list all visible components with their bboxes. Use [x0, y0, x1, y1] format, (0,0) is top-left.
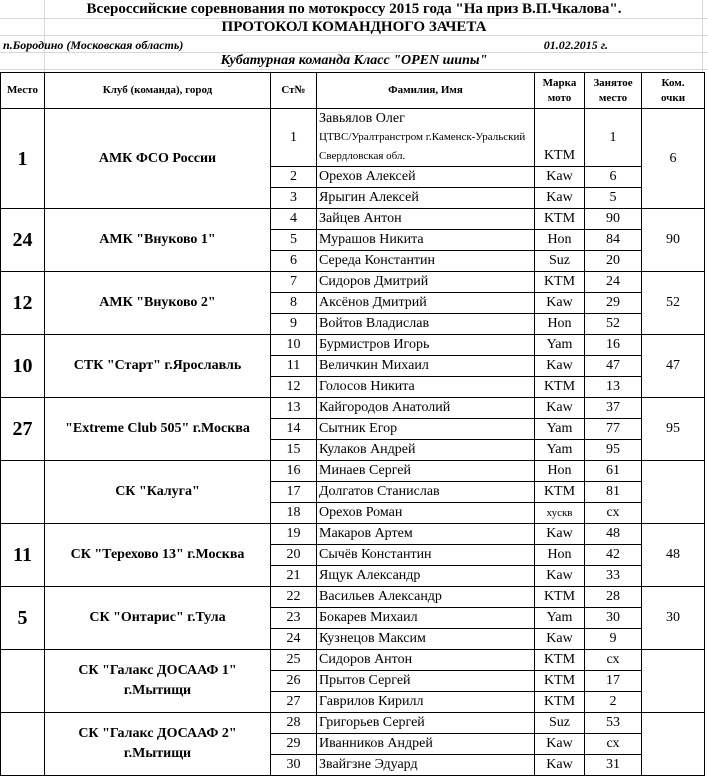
rider-brand: Kaw [535, 524, 585, 545]
rider-position: сх [585, 503, 642, 524]
rider-name-cell: Гаврилов Кирилл [317, 692, 535, 713]
table-row [1, 209, 705, 230]
team-place [1, 461, 45, 524]
rider-position: 81 [585, 482, 642, 503]
column-header-club: Клуб (команда), город [45, 73, 271, 109]
rider-position: 16 [585, 335, 642, 356]
rider-position: 2 [585, 692, 642, 713]
column-header-place: Место [1, 73, 45, 109]
rider-number: 7 [271, 272, 317, 293]
rider-name-cell: Голосов Никита [317, 377, 535, 398]
rider-position: 61 [585, 461, 642, 482]
rider-name-cell: Войтов Владислав [317, 314, 535, 335]
rider-name-cell: Орехов Алексей [317, 167, 535, 188]
rider-club-note: ЦТВС/Уралтранстром г.Каменск-Уральский Свердловская обл. [319, 131, 526, 162]
rider-brand: Suz [535, 713, 585, 734]
rider-position: 31 [585, 755, 642, 776]
rider-name-cell: Мурашов Никита [317, 230, 535, 251]
team-points [642, 713, 705, 776]
rider-number: 8 [271, 293, 317, 314]
rider-number: 30 [271, 755, 317, 776]
rider-number: 13 [271, 398, 317, 419]
team-points [642, 461, 705, 524]
rider-brand: Yam [535, 419, 585, 440]
table-row [1, 398, 705, 419]
team-club: СК "Галакс ДОСААФ 1" г.Мытищи [45, 650, 271, 713]
rider-brand: Kaw [535, 734, 585, 755]
rider-brand: KTM [535, 209, 585, 230]
rider-position: 29 [585, 293, 642, 314]
rider-number: 26 [271, 671, 317, 692]
rider-position: 48 [585, 524, 642, 545]
rider-name-cell: Прытов Сергей [317, 671, 535, 692]
team-place: 11 [1, 524, 45, 587]
rider-number: 19 [271, 524, 317, 545]
table-row [1, 272, 705, 293]
rider-brand: KTM [535, 272, 585, 293]
rider-number: 2 [271, 167, 317, 188]
team-results-table [0, 72, 705, 776]
rider-position: 84 [585, 230, 642, 251]
rider-position: 6 [585, 167, 642, 188]
team-club: СК "Терехово 13" г.Москва [45, 524, 271, 587]
rider-number: 28 [271, 713, 317, 734]
column-header-points-line2: очки [660, 91, 686, 104]
team-points: 6 [642, 109, 705, 209]
class-subtitle: Кубатурная команда Класс "OPEN шипы" [220, 53, 488, 68]
rider-name-cell: Ярыгин Алексей [317, 188, 535, 209]
rider-brand: KTM [535, 482, 585, 503]
rider-name: Завьялов Олег [319, 111, 405, 126]
rider-name-cell: Долгатов Станислав [317, 482, 535, 503]
table-row [1, 335, 705, 356]
rider-number: 11 [271, 356, 317, 377]
rider-brand: Yam [535, 608, 585, 629]
table-row [1, 461, 705, 482]
table-header-row [1, 73, 705, 109]
column-header-points [642, 73, 705, 109]
rider-number: 24 [271, 629, 317, 650]
column-header-brand-line2: мото [547, 91, 572, 104]
rider-brand: Hon [535, 314, 585, 335]
table-row [1, 587, 705, 608]
table-row [1, 524, 705, 545]
rider-position: 52 [585, 314, 642, 335]
rider-position: 53 [585, 713, 642, 734]
table-row [1, 109, 705, 167]
column-header-position-line2: место [598, 91, 628, 104]
rider-position: 95 [585, 440, 642, 461]
rider-name-cell: Кулаков Андрей [317, 440, 535, 461]
rider-brand: Yam [535, 335, 585, 356]
rider-name-cell: Бокарев Михаил [317, 608, 535, 629]
rider-number: 15 [271, 440, 317, 461]
rider-number: 18 [271, 503, 317, 524]
rider-number: 23 [271, 608, 317, 629]
rider-position: 90 [585, 209, 642, 230]
team-points: 90 [642, 209, 705, 272]
rider-number: 29 [271, 734, 317, 755]
column-header-position-line1: Занятое [593, 76, 633, 89]
rider-brand: Hon [535, 545, 585, 566]
rider-position: 13 [585, 377, 642, 398]
team-club: АМК ФСО России [45, 109, 271, 209]
team-points: 48 [642, 524, 705, 587]
rider-name-cell [317, 109, 535, 167]
rider-position: 20 [585, 251, 642, 272]
team-club: СК "Онтарис" г.Тула [45, 587, 271, 650]
rider-brand: Hon [535, 230, 585, 251]
rider-name-cell: Аксёнов Дмитрий [317, 293, 535, 314]
rider-position: 1 [585, 109, 642, 167]
team-place: 24 [1, 209, 45, 272]
rider-number: 12 [271, 377, 317, 398]
rider-position: 47 [585, 356, 642, 377]
rider-number: 27 [271, 692, 317, 713]
rider-brand: KTM [535, 671, 585, 692]
rider-position: сх [585, 734, 642, 755]
rider-name-cell: Васильев Александр [317, 587, 535, 608]
rider-brand: KTM [535, 377, 585, 398]
protocol-title: ПРОТОКОЛ КОМАНДНОГО ЗАЧЕТА [221, 19, 487, 35]
rider-brand: Yam [535, 440, 585, 461]
rider-number: 21 [271, 566, 317, 587]
team-place [1, 713, 45, 776]
rider-brand: Kaw [535, 293, 585, 314]
rider-name-cell: Сидоров Дмитрий [317, 272, 535, 293]
team-club: СК "Калуга" [45, 461, 271, 524]
column-header-points-line1: Ком. [661, 76, 685, 89]
rider-number: 16 [271, 461, 317, 482]
event-date: 01.02.2015 г. [543, 38, 608, 52]
rider-brand: Kaw [535, 755, 585, 776]
column-header-name: Фамилия, Имя [317, 73, 535, 109]
rider-brand: Kaw [535, 398, 585, 419]
rider-number: 22 [271, 587, 317, 608]
team-club: "Extreme Club 505" г.Москва [45, 398, 271, 461]
rider-name-cell: Сидоров Антон [317, 650, 535, 671]
rider-name-cell: Орехов Роман [317, 503, 535, 524]
rider-number: 25 [271, 650, 317, 671]
rider-position: 37 [585, 398, 642, 419]
rider-position: 24 [585, 272, 642, 293]
rider-number: 10 [271, 335, 317, 356]
table-body [1, 109, 705, 776]
rider-position: 17 [585, 671, 642, 692]
rider-name-cell: Макаров Артем [317, 524, 535, 545]
team-club: АМК "Внуково 1" [45, 209, 271, 272]
rider-brand: KTM [535, 109, 585, 167]
rider-number: 20 [271, 545, 317, 566]
team-points [642, 650, 705, 713]
rider-name-cell: Бурмистров Игорь [317, 335, 535, 356]
rider-brand: Kaw [535, 167, 585, 188]
team-points: 30 [642, 587, 705, 650]
rider-brand: KTM [535, 650, 585, 671]
rider-brand: KTM [535, 692, 585, 713]
column-header-brand [535, 73, 585, 109]
team-points: 52 [642, 272, 705, 335]
rider-brand: Kaw [535, 188, 585, 209]
rider-number: 5 [271, 230, 317, 251]
rider-number: 9 [271, 314, 317, 335]
column-header-number: Ст№ [271, 73, 317, 109]
column-header-brand-line1: Марка [542, 76, 577, 89]
rider-name-cell: Зайцев Антон [317, 209, 535, 230]
rider-number: 4 [271, 209, 317, 230]
rider-number: 14 [271, 419, 317, 440]
rider-brand: хускв [535, 503, 585, 524]
table-row [1, 713, 705, 734]
team-place: 5 [1, 587, 45, 650]
column-header-position [585, 73, 642, 109]
rider-name-cell: Кузнецов Максим [317, 629, 535, 650]
rider-number: 3 [271, 188, 317, 209]
rider-name-cell: Кайгородов Анатолий [317, 398, 535, 419]
team-place: 1 [1, 109, 45, 209]
rider-brand: Kaw [535, 356, 585, 377]
rider-position: 28 [585, 587, 642, 608]
rider-position: 77 [585, 419, 642, 440]
rider-name-cell: Минаев Сергей [317, 461, 535, 482]
rider-position: сх [585, 650, 642, 671]
rider-position: 30 [585, 608, 642, 629]
team-club: СТК "Старт" г.Ярославль [45, 335, 271, 398]
team-points: 95 [642, 398, 705, 461]
team-club: СК "Галакс ДОСААФ 2" г.Мытищи [45, 713, 271, 776]
rider-name-cell: Звайгзне Эдуард [317, 755, 535, 776]
rider-position: 9 [585, 629, 642, 650]
rider-name-cell: Ящук Александр [317, 566, 535, 587]
rider-number: 1 [271, 109, 317, 167]
rider-brand: Suz [535, 251, 585, 272]
rider-number: 6 [271, 251, 317, 272]
rider-position: 33 [585, 566, 642, 587]
rider-name-cell: Величкин Михаил [317, 356, 535, 377]
rider-number: 17 [271, 482, 317, 503]
rider-position: 42 [585, 545, 642, 566]
rider-name-cell: Григорьев Сергей [317, 713, 535, 734]
team-place: 27 [1, 398, 45, 461]
competition-title: Всероссийские соревнования по мотокроссу 2015 года "На приз В.П.Чкалова". [86, 1, 622, 17]
rider-name-cell: Иванников Андрей [317, 734, 535, 755]
team-club: АМК "Внуково 2" [45, 272, 271, 335]
team-points: 47 [642, 335, 705, 398]
table-row [1, 650, 705, 671]
team-place: 12 [1, 272, 45, 335]
team-place: 10 [1, 335, 45, 398]
team-place [1, 650, 45, 713]
rider-name-cell: Сытник Егор [317, 419, 535, 440]
event-location: п.Бородино (Московская область) [3, 38, 184, 52]
rider-brand: Kaw [535, 566, 585, 587]
rider-name-cell: Середа Константин [317, 251, 535, 272]
rider-brand: Kaw [535, 629, 585, 650]
rider-brand: Hon [535, 461, 585, 482]
rider-brand: KTM [535, 587, 585, 608]
rider-position: 5 [585, 188, 642, 209]
rider-name-cell: Сычёв Константин [317, 545, 535, 566]
